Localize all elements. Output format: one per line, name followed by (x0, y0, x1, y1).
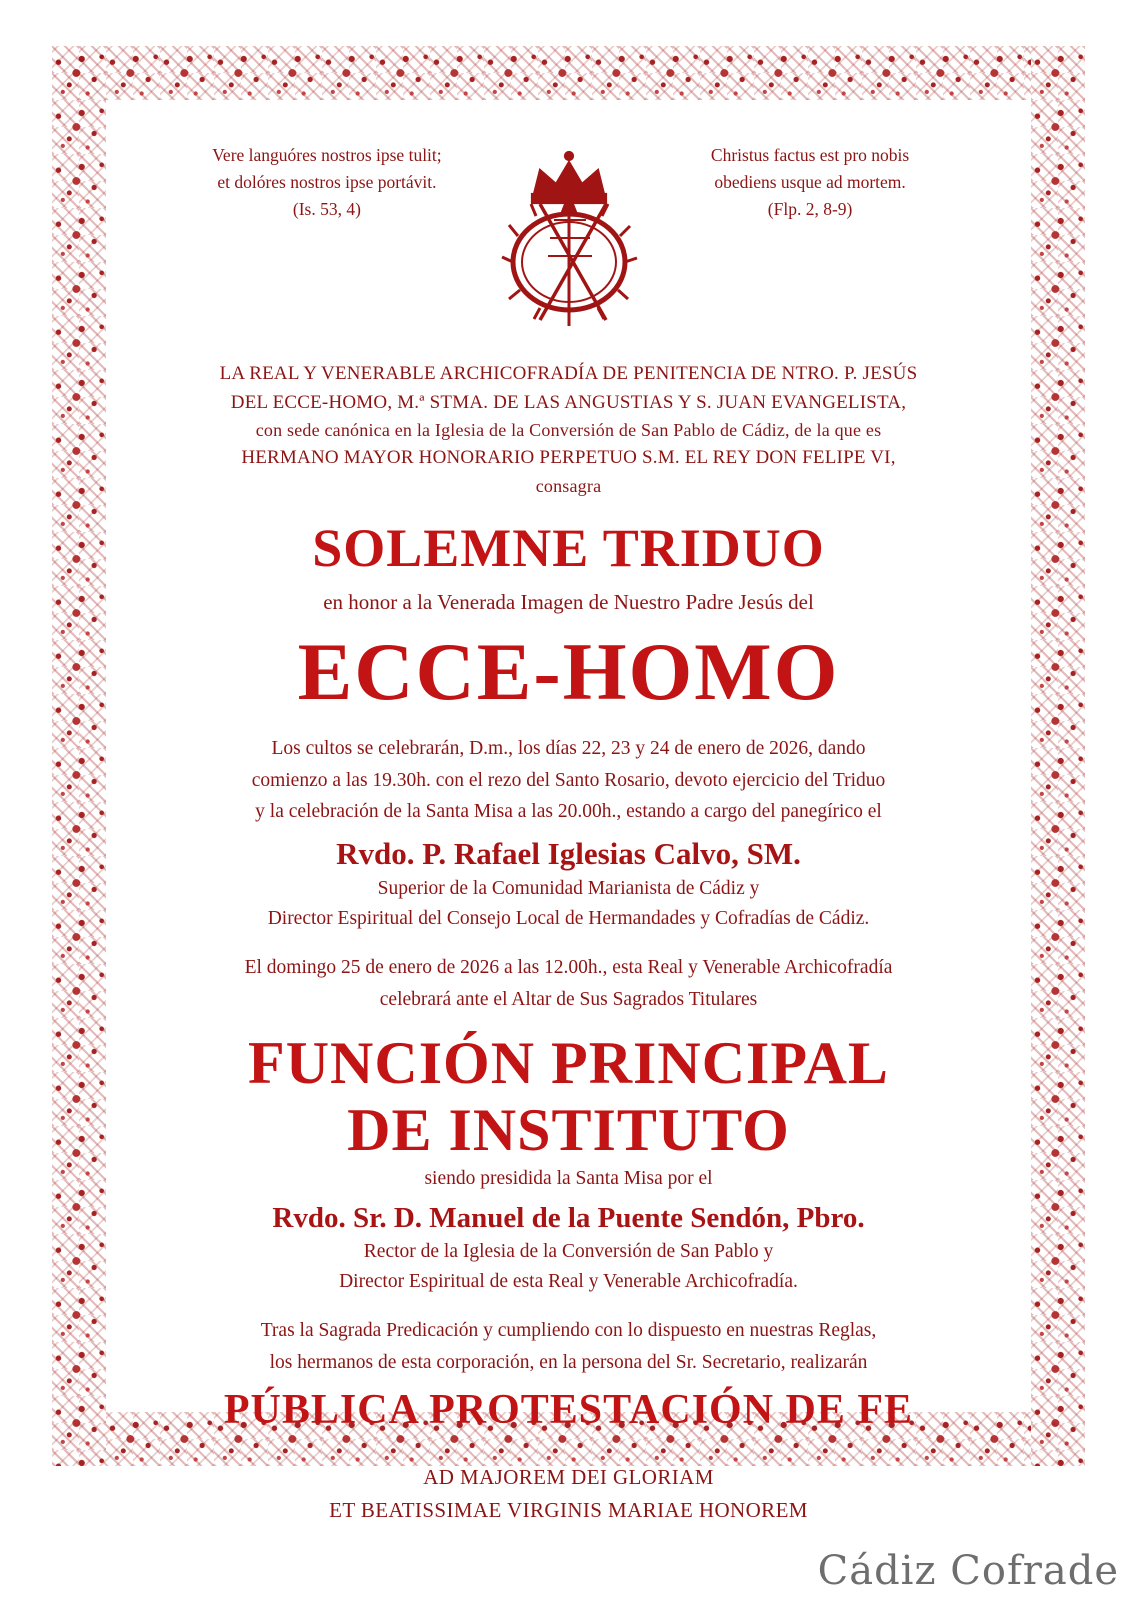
presider-role-line-2: Director Espiritual de esta Real y Venerable Archicofradía. (339, 1271, 798, 1293)
preacher-role-line-2: Director Espiritual del Consejo Local de Hermandades y Cofradías de Cádiz. (267, 908, 870, 930)
title-ecce-homo: ECCE-HOMO (297, 626, 840, 718)
preacher-name: Rvdo. P. Rafael Iglesias Calvo, SM. (336, 836, 801, 872)
scripture-right (665, 142, 955, 223)
title-funcion-principal (124, 1029, 1013, 1163)
organization-line-2: DEL ECCE-HOMO, M.ª STMA. DE LAS ANGUSTIAS Y S. JUAN EVANGELISTA, (230, 391, 907, 413)
scripture-right-line2: obediens usque ad mortem. (714, 172, 906, 193)
watermark: Cádiz Cofrade (817, 1548, 1119, 1594)
organization-line-1: LA REAL Y VENERABLE ARCHICOFRADÍA DE PENITENCIA DE NTRO. P. JESÚS (219, 363, 918, 384)
protestation-intro-line-2: los hermanos de esta corporación, en la persona del Sr. Secretario, realizarán (269, 1351, 868, 1373)
title-funcion-line-2: DE INSTITUTO (347, 1096, 790, 1163)
organization-line-5: consagra (535, 475, 602, 496)
presider-role-line-1: Rector de la Iglesia de la Conversión de San Pablo y (363, 1240, 774, 1262)
title-funcion-line-1: FUNCIÓN PRINCIPAL (248, 1029, 889, 1096)
preacher-role (124, 874, 1013, 934)
closing-block (124, 1461, 1013, 1528)
closing-line-2: ET BEATISSIMAE VIRGINIS MARIAE HONOREM (329, 1498, 808, 1523)
schedule-line-1: Los cultos se celebrarán, D.m., los días 22, 23 y 24 de enero de 2026, dando (271, 738, 866, 760)
presider-intro: siendo presidida la Santa Misa por el (424, 1167, 713, 1189)
presider-role (124, 1237, 1013, 1297)
title-solemne-triduo: SOLEMNE TRIDUO (312, 517, 825, 578)
protestation-intro-line-1: Tras la Sagrada Predicación y cumpliendo con lo dispuesto en nuestras Reglas, (260, 1320, 877, 1342)
schedule-line-2: comienzo a las 19.30h. con el rezo del Santo Rosario, devoto ejercicio del Triduo (251, 769, 886, 791)
protestation-intro-block (124, 1315, 1013, 1378)
schedule-line-3: y la celebración de la Santa Misa a las 20.00h., estando a cargo del panegírico el (255, 801, 882, 823)
ornamental-border-left (52, 46, 106, 1466)
title-publica-protestacion: PÚBLICA PROTESTACIÓN DE FE (223, 1387, 914, 1434)
function-intro-line-2: celebrará ante el Altar de Sus Sagrados Titulares (379, 989, 758, 1011)
function-intro-block (124, 952, 1013, 1015)
schedule-block (124, 733, 1013, 828)
ornamental-border-top (52, 46, 1085, 100)
poster (52, 46, 1085, 1523)
organization-block (124, 360, 1013, 500)
organization-line-4: HERMANO MAYOR HONORARIO PERPETUO S.M. EL REY DON FELIPE VI, (241, 447, 896, 468)
function-intro-line-1: El domingo 25 de enero de 2026 a las 12.00h., esta Real y Venerable Archicofradía (244, 957, 893, 979)
scripture-right-line1: Christus factus est pro nobis (710, 145, 910, 165)
presider-name: Rvdo. Sr. D. Manuel de la Puente Sendón, Pbro. (272, 1201, 865, 1234)
scripture-left (182, 142, 472, 223)
closing-line-1: AD MAJOREM DEI GLORIAM (423, 1464, 714, 1489)
preacher-role-line-1: Superior de la Comunidad Marianista de Cádiz y (377, 878, 760, 900)
crown-thorns-crest-icon (472, 142, 665, 332)
scripture-row (124, 112, 1013, 332)
ornamental-border-right (1031, 46, 1085, 1466)
scripture-right-reference: (Flp. 2, 8-9) (767, 199, 853, 220)
organization-line-3: con sede canónica en la Iglesia de la Conversión de San Pablo de Cádiz, de la que es (255, 420, 882, 440)
scripture-left-reference: (Is. 53, 4) (292, 199, 361, 220)
poster-content (124, 112, 1013, 1523)
scripture-left-line2: et dolóres nostros ipse portávit. (217, 172, 437, 193)
subtitle-honor: en honor a la Venerada Imagen de Nuestro Padre Jesús del (323, 590, 814, 615)
scripture-left-line1: Vere languóres nostros ipse tulit; (212, 145, 442, 165)
